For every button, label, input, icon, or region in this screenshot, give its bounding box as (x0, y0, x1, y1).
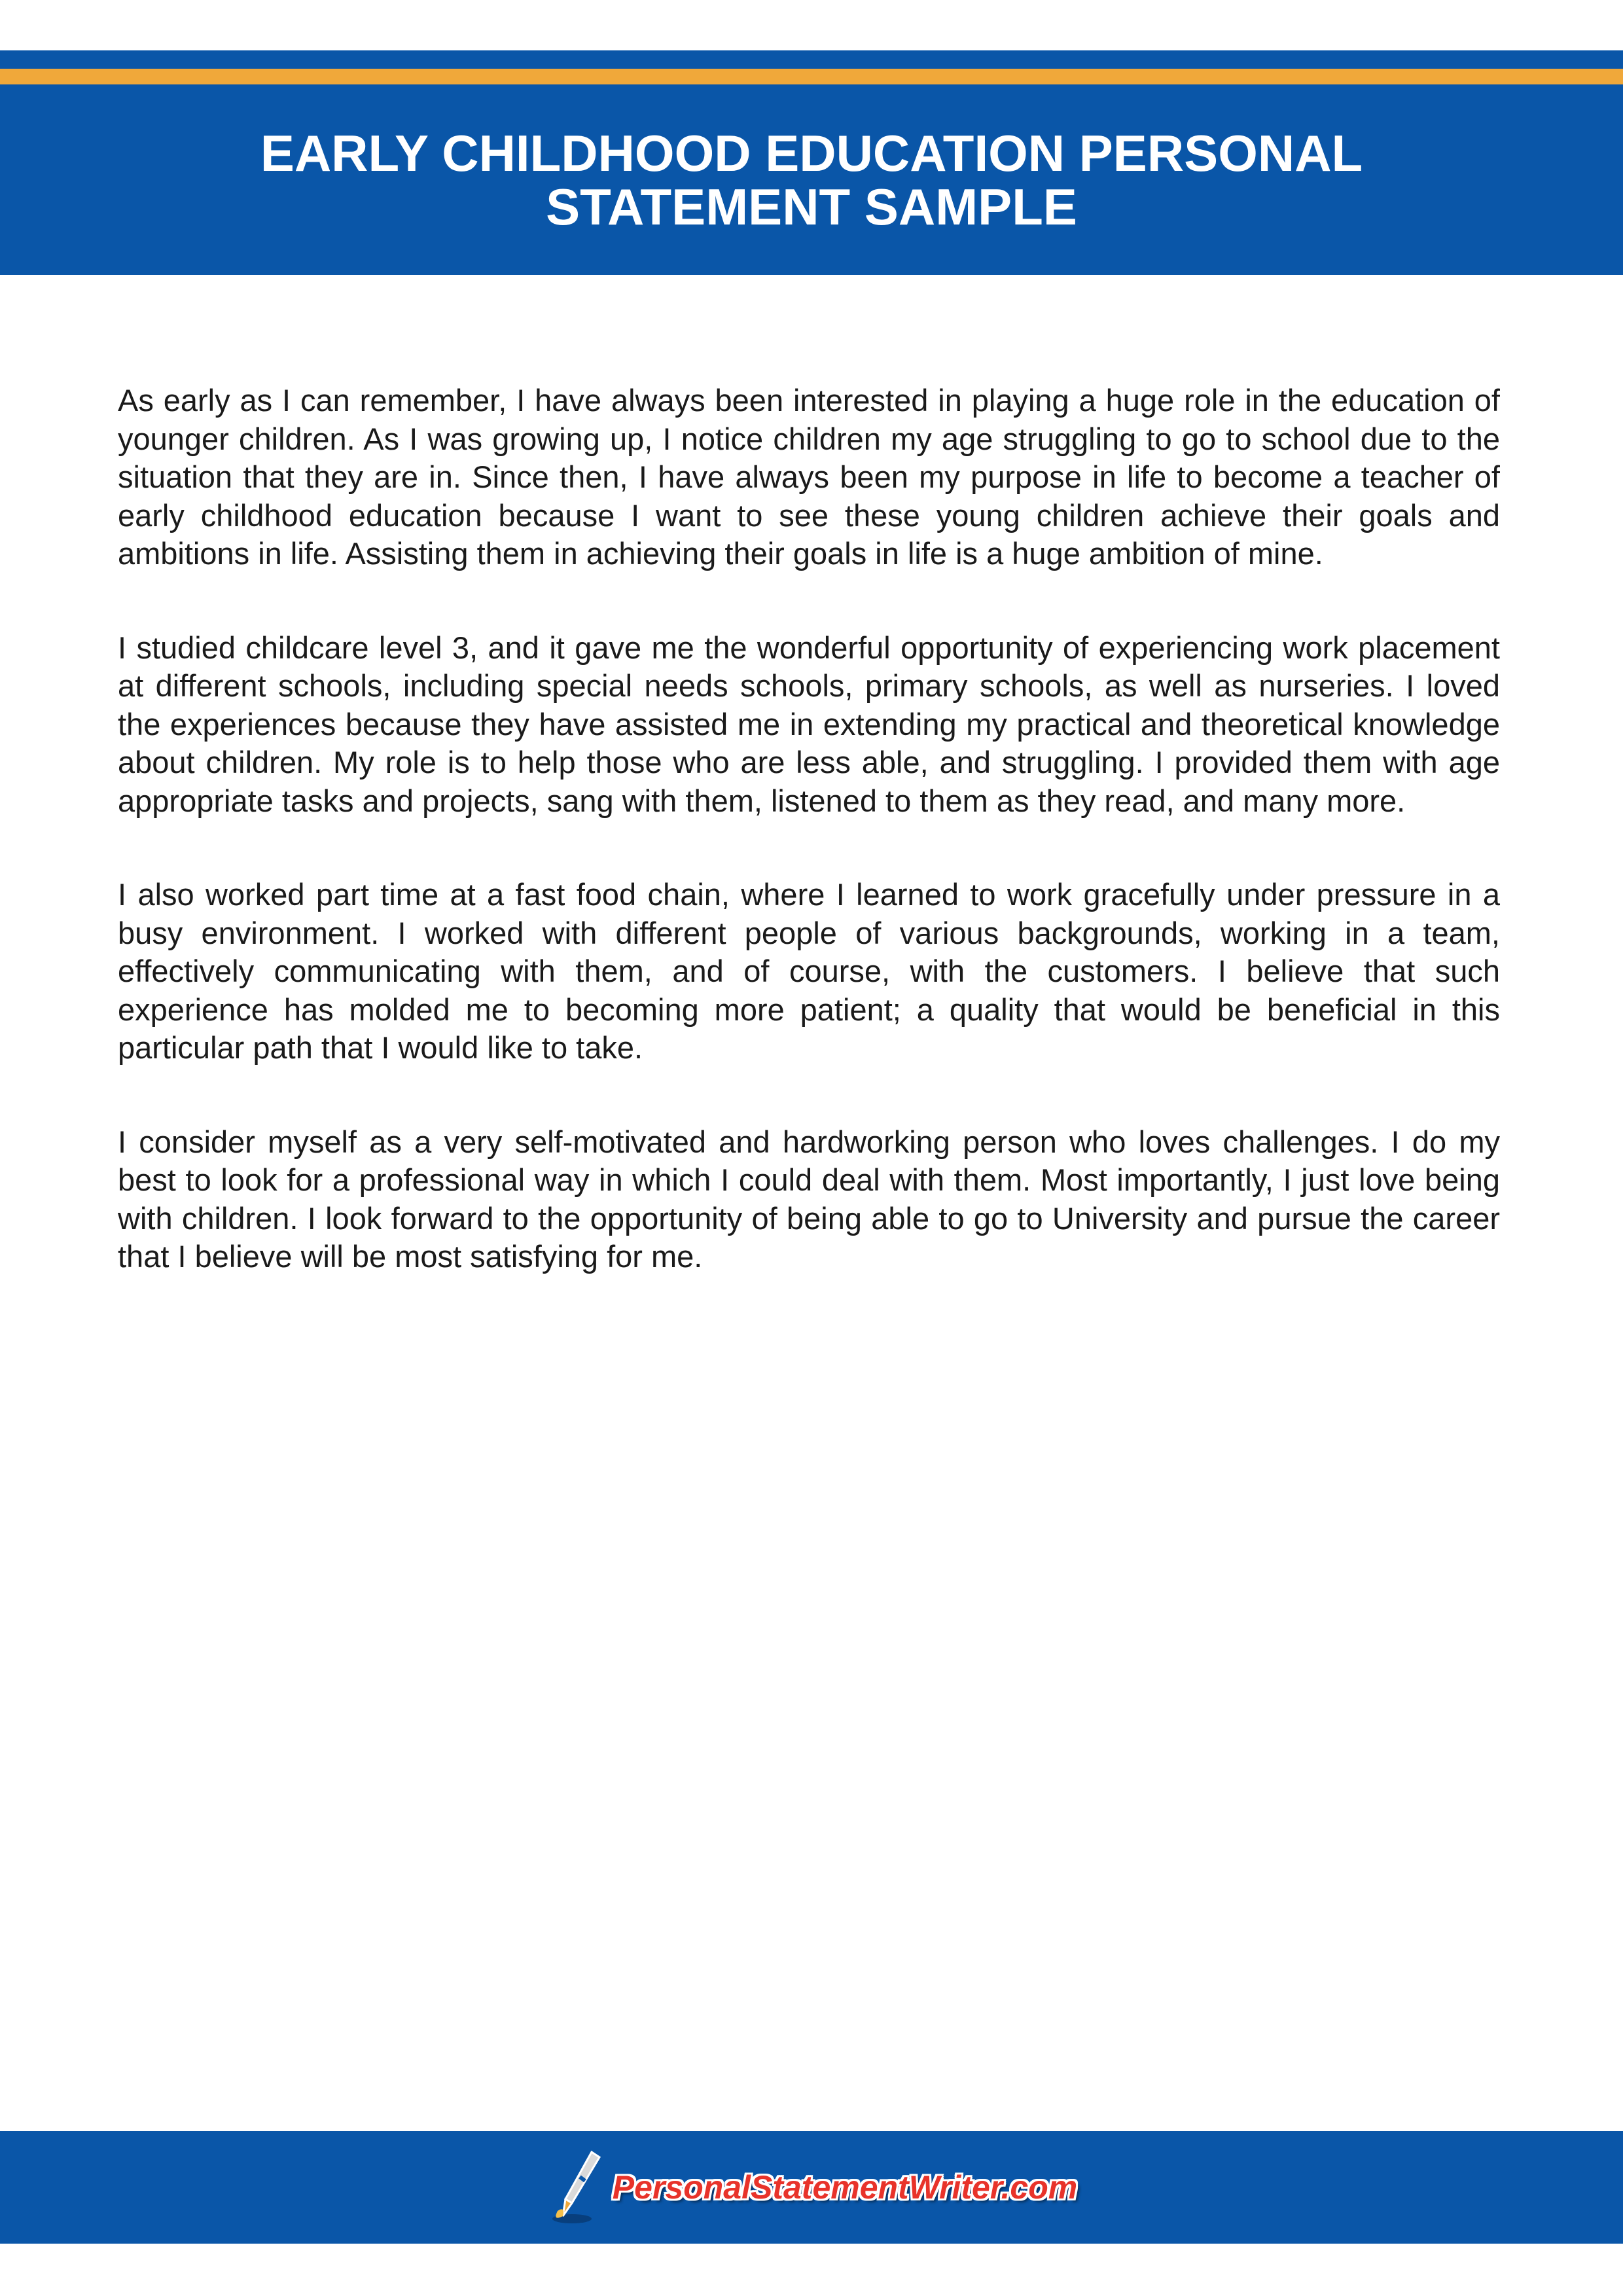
top-gold-stripe (0, 69, 1623, 84)
paragraph-4: I consider myself as a very self-motivated and hardworking person who loves challenges. I do my best to look for a professional way in which I could deal with them. Most importantly, I just love being with children. I look forward to the opportunity of being able to go to University and pursue the career that I believe will be most satisfying for me. (118, 1124, 1500, 1274)
site-logo[interactable] (546, 2148, 1077, 2227)
page-title: EARLY CHILDHOOD EDUCATION PERSONAL STATEMENT SAMPLE (260, 124, 1363, 236)
statement-body (118, 382, 1500, 1332)
paragraph-1: As early as I can remember, I have always been interested in playing a huge role in the education of younger children. As I was growing up, I notice children my age struggling to go to school due to the situation that they are in. Since then, I have always been my purpose in life to become a teacher of early childhood education because I want to see these young children achieve their goals and ambitions in life. Assisting them in achieving their goals in life is a huge ambition of mine. (118, 383, 1500, 571)
paragraph-2: I studied childcare level 3, and it gave me the wonderful opportunity of experiencing work placement at different schools, including special needs schools, primary schools, as well as nurseries. I loved the experiences because they have assisted me in extending my practical and theoretical knowledge about children. My role is to help those who are less able, and struggling. I provided them with age appropriate tasks and projects, sang with them, listened to them as they read, and many more. (118, 630, 1500, 818)
top-blue-stripe (0, 50, 1623, 69)
paragraph-3: I also worked part time at a fast food chain, where I learned to work gracefully under pressure in a busy environment. I worked with different people of various backgrounds, working in a team, effectively communicating with them, and of course, with the customers. I believe that such experience has molded me to becoming more patient; a quality that would be beneficial in this particular path that I would like to take. (118, 877, 1500, 1065)
logo-text: PersonalStatementWriter.com (612, 2169, 1078, 2206)
footer-banner (0, 2131, 1623, 2244)
fountain-pen-icon (546, 2148, 606, 2227)
header-banner (0, 84, 1623, 275)
